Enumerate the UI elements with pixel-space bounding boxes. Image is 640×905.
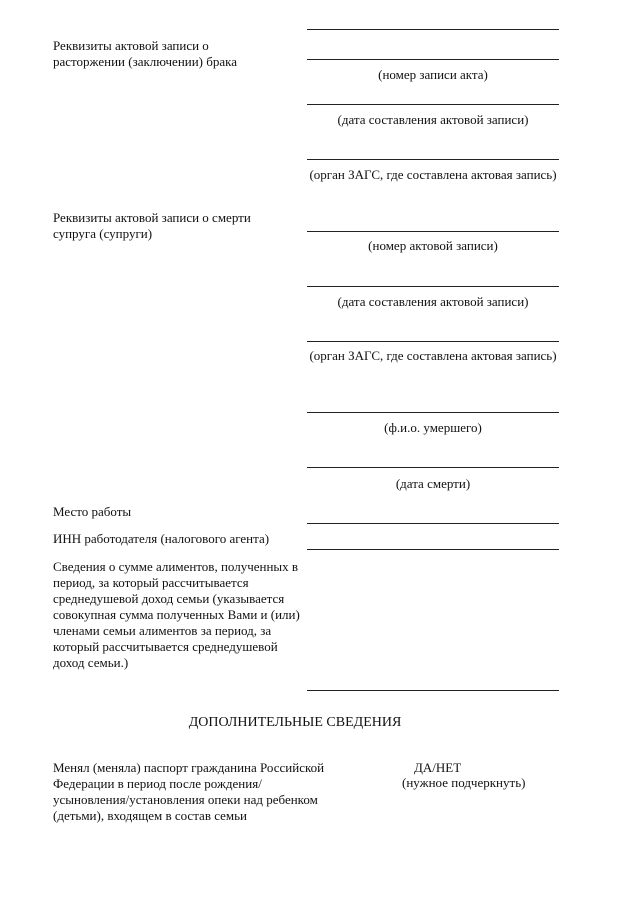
workplace-field[interactable]: [307, 523, 559, 524]
divorce-record-number-field[interactable]: [307, 59, 559, 60]
alimony-field[interactable]: [307, 690, 559, 691]
divorce-record-office-field[interactable]: [307, 159, 559, 160]
alimony-label: Сведения о сумме алиментов, полученных в период, за который рассчитывается среднедушевой доход семьи (указывается совокупная сумма полученных Вами и (или) членами семьи алиментов за период, за который рассчитывается среднедушевой доход семьи.): [53, 559, 300, 670]
employer-inn-label: ИНН работодателя (налогового агента): [53, 531, 270, 546]
divorce-record-top-line: [307, 29, 559, 30]
employer-inn-field[interactable]: [307, 549, 559, 550]
death-record-number-field[interactable]: [307, 231, 559, 232]
yes-no-answer[interactable]: ДА/НЕТ: [414, 760, 462, 775]
death-record-number-caption: (номер актовой записи): [368, 238, 498, 253]
additional-info-heading: ДОПОЛНИТЕЛЬНЫЕ СВЕДЕНИЯ: [188, 715, 402, 730]
workplace-label: Место работы: [53, 504, 132, 519]
death-record-date-caption: (дата составления актовой записи): [337, 294, 529, 309]
death-record-label: Реквизиты актовой записи о смерти супруга (супруги): [53, 210, 251, 241]
deceased-name-caption: (ф.и.о. умершего): [384, 420, 482, 435]
deceased-name-field[interactable]: [307, 412, 559, 413]
divorce-record-number-caption: (номер записи акта): [378, 67, 488, 82]
death-record-date-field[interactable]: [307, 286, 559, 287]
divorce-record-label: Реквизиты актовой записи о расторжении (заключении) брака: [53, 38, 238, 69]
divorce-record-date-field[interactable]: [307, 104, 559, 105]
death-date-field[interactable]: [307, 467, 559, 468]
death-date-caption: (дата смерти): [395, 476, 471, 491]
death-record-office-caption: (орган ЗАГС, где составлена актовая запись): [309, 348, 557, 363]
passport-change-question: Менял (меняла) паспорт гражданина Российской Федерации в период после рождения/усыновления/установления опеки над ребенком (детьми), входящем в состав семьи: [53, 760, 325, 823]
underline-hint: (нужное подчеркнуть): [402, 775, 526, 790]
death-record-office-field[interactable]: [307, 341, 559, 342]
divorce-record-date-caption: (дата составления актовой записи): [337, 112, 529, 127]
divorce-record-office-caption: (орган ЗАГС, где составлена актовая запись): [309, 167, 557, 182]
